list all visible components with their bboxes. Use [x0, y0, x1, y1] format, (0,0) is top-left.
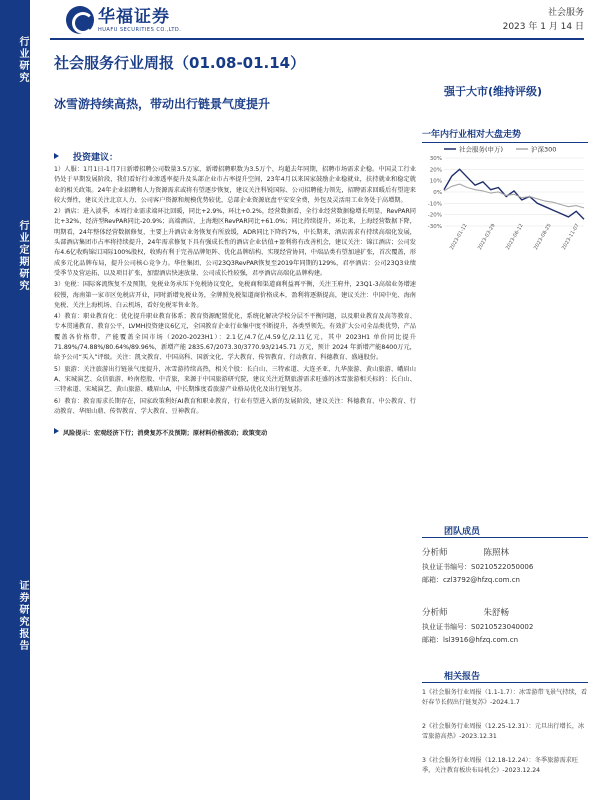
paragraph-tourism: 5）旅游：关注旅游出行链景气度提升，冰雪游持续高热，相关个股：长白山、三特索道、大连圣亚、九华旅游、黄山旅游、峨眉山A、宋城演艺、众信旅游、岭南控股、中青旅，来源于中国旅游研究院，建议关注近期旅游需求旺盛的冰雪旅游相关标的：长白山、三特索道、宋城演艺、黄山旅游、峨眉山A，中长期维度看旅游产业格局优化及出行链复苏。 — [54, 365, 416, 394]
analyst-name: 陈照林 — [483, 548, 510, 558]
analyst-role: 分析师 — [422, 548, 448, 558]
header-meta — [503, 6, 584, 34]
analyst-cert: 执业证书编号：S0210522050006 — [422, 563, 534, 571]
related-report-link[interactable]: 1《社会服务行业周报（1.1-1.7）：冰雪游带飞景气持续，看好春节长假出行链复苏》-2024.1.7 — [422, 689, 588, 706]
paragraph-education-2: 6）教育：教育需求长期存在，国家政策利好AI教育和职业教育，行业有望进入新的发展阶段，建议关注：科德教育、中公教育、行动教育、华图山鼎、传智教育、学大教育、豆神教育。 — [54, 397, 416, 415]
sidebar-label-securities-report: 证券研究报告 — [17, 580, 28, 652]
analyst-email[interactable]: 邮箱：lsl3916@hfzq.com.cn — [422, 636, 519, 644]
y-tick-label: -20% — [427, 212, 442, 219]
team-divider — [422, 537, 588, 538]
analyst-cert: 执业证书编号：S0210523040002 — [422, 623, 534, 631]
report-subtitle: 冰雪游持续高热，带动出行链景气度提升 — [54, 97, 271, 111]
invest-heading — [54, 145, 416, 164]
x-tick-label: 2023-01-12 — [448, 222, 469, 251]
risk-text: 风险提示：宏观经济下行；消费复苏不及预期；原材料价格波动；政策变动 — [63, 430, 268, 438]
left-sidebar — [0, 0, 30, 800]
header-date: 2023 年 1 月 14 日 — [502, 22, 584, 32]
y-tick-label: 10% — [429, 178, 442, 185]
y-tick-label: -30% — [427, 224, 442, 230]
x-tick-label: 2023-11-07 — [560, 222, 581, 251]
chart-title: 一年内行业相对大盘走势 — [422, 127, 588, 143]
header-divider — [50, 38, 584, 40]
main-body — [54, 145, 416, 439]
rating-label: 强于大市(维持评级) — [444, 85, 543, 98]
report-title: 社会服务行业周报（01.08-01.14） — [54, 54, 306, 72]
x-tick-label: 2023-03-29 — [476, 222, 497, 251]
paragraph-hotel: 2）酒店：进入淡季，本周行业需求端环比回暖，同比+2.9%，环比+0.2%，经营数据看，全行业经营数据稳增长明显，RevPAR同比+32%，经济型RevPAR同比-20.9%；高端酒店，上海地区RevPAR同比+61.0%；同比持续提升，环比来，上海经营数据下降，明期看，24年整体经营数据修复，主要上升酒店业务恢复有所放缓，ADR同比下降约7%，中长期来，酒店需求有持续高端化发展，头部酒店集团市占率将持续提升，24年需求修复下具有强成长性的酒店企业估值+盈利将有改善机会，建议关注：锦江酒店；公司发布4.6亿收购锦江国际100%股权，收购有利于完善品牌矩阵、优化品牌结构、实现经营协同，中端品类有望加速扩张，首次覆盖，形成多元化品牌布局，提升公司核心竞争力。华住集团、公司23Q3RevPAR恢复至2019年同期的129%，君亭酒店：公司23Q3业绩受季节及营运拓，以及项目扩张，加盟酒店快速放量、公司成长性较强，君亭酒店高端化品牌构建。 — [54, 208, 416, 277]
logo-icon — [66, 6, 94, 34]
x-tick-label: 2023-08-25 — [532, 222, 553, 251]
y-tick-label: 20% — [429, 167, 442, 174]
paragraph-dutyfree: 3）免税：国际客流恢复不及预期，免税业务承压下免税协议变化，免税商和渠道商利益再平衡，关注王府井，23Q1-3高端业务增速较慢，海南第一家市区免税店开业，同时新增免税业务，全牌照免税渠道商价格成本，盈利将逐渐提高，建议关注：中国中免、海南免税、关注上海机场、白云机场，看好免税零售业务。 — [54, 281, 416, 309]
triangle-bullet-icon — [54, 153, 59, 159]
related-report-link[interactable]: 3《社会服务行业周报（12.18-12.24）：冬季旅游需求旺季，关注教育板块布局机会》-2023.12.24 — [422, 757, 579, 774]
triangle-bullet-icon — [54, 428, 59, 434]
related-heading: 相关报告 — [444, 672, 481, 682]
analyst-role: 分析师 — [422, 608, 448, 618]
series-line — [444, 184, 584, 208]
relative-performance-chart — [422, 142, 588, 252]
logo-chinese-name: 华福证券 — [98, 7, 170, 27]
paragraph-hr: 1）人服：1月1日-1月7日新增招聘公司数量3.5万家，新增招聘职数为3.5万个，均超去年同期，招聘市场需求企稳。中国灵工行业仍处于早期发展阶段，我们看好行业渗透率提升及头部企业市占率提升空间，23年4月以来国家鼓励企业稳就业，扶持就业和稳定就业的相关政策。24年企业招聘和人力资源需求或将有望逐步恢复，建议关注科锐国际、公司招聘能力领先，招聘需求回暖后有望迎来较大弹性，建议关注北京人力、公司客户资源和规模优势较优，总部企业资源底盘平安安全费，外包及灵活用工业务处于高增期。 — [54, 166, 416, 204]
related-report-link[interactable]: 2《社会服务行业周报（12.25-12.31）：元旦出行增长，冰雪旅游高热》-2023.12.31 — [422, 723, 585, 740]
legend-label: 沪深300 — [531, 145, 557, 154]
legend-label: 社会服务(申万) — [459, 145, 504, 154]
chart-svg — [422, 142, 588, 252]
sidebar-label-industry-research: 行业研究 — [17, 36, 28, 84]
analyst-card — [422, 605, 588, 647]
team-heading: 团队成员 — [444, 527, 481, 537]
analyst-email[interactable]: 邮箱：czl3792@hfzq.com.cn — [422, 576, 520, 584]
company-logo — [66, 6, 181, 34]
x-tick-label: 2023-06-12 — [504, 222, 525, 251]
logo-english-name: HUAFU SECURITIES CO.,LTD. — [98, 27, 182, 33]
paragraph-education: 4）教育：职业教育化：优化提升职业教育体系；教育资源配置优化，系统化解决学校分层不平衡问题，以及职业教育及高等教育、专本贯通教育、教育公平，LVMH投资建议6亿元，全国教育企业行业集中度不断提升，各类型领先，有效扩大公司全品类优势，产品覆盖各价格带，产能覆盖全国市场（2020-2023H1）：2.1亿/4.7亿/4.59亿/2.11亿元，其中 2023H1 单价同比提升 71.89%/74.88%/80.64%/89.96%，新增产能 2835.67/2073.30/3770.93/2145.71 万元，预计 2024 年新增产能8400万元，给予公司“买入”评级。关注：凯文教育、中国高科、国新文化、学大教育、传智教育、行动教育、科德教育、盛通股份。 — [54, 313, 416, 362]
header-industry: 社会服务 — [547, 8, 584, 18]
sidebar-label-periodic-research: 行业定期研究 — [17, 220, 28, 292]
y-tick-label: 0% — [433, 190, 442, 196]
risk-row — [54, 420, 416, 439]
related-divider — [422, 682, 588, 683]
analyst-name: 朱舒畅 — [483, 608, 510, 618]
invest-title: 投资建议： — [73, 153, 119, 163]
y-tick-label: -10% — [427, 201, 442, 208]
analyst-card — [422, 545, 588, 587]
y-tick-label: 30% — [429, 156, 442, 162]
